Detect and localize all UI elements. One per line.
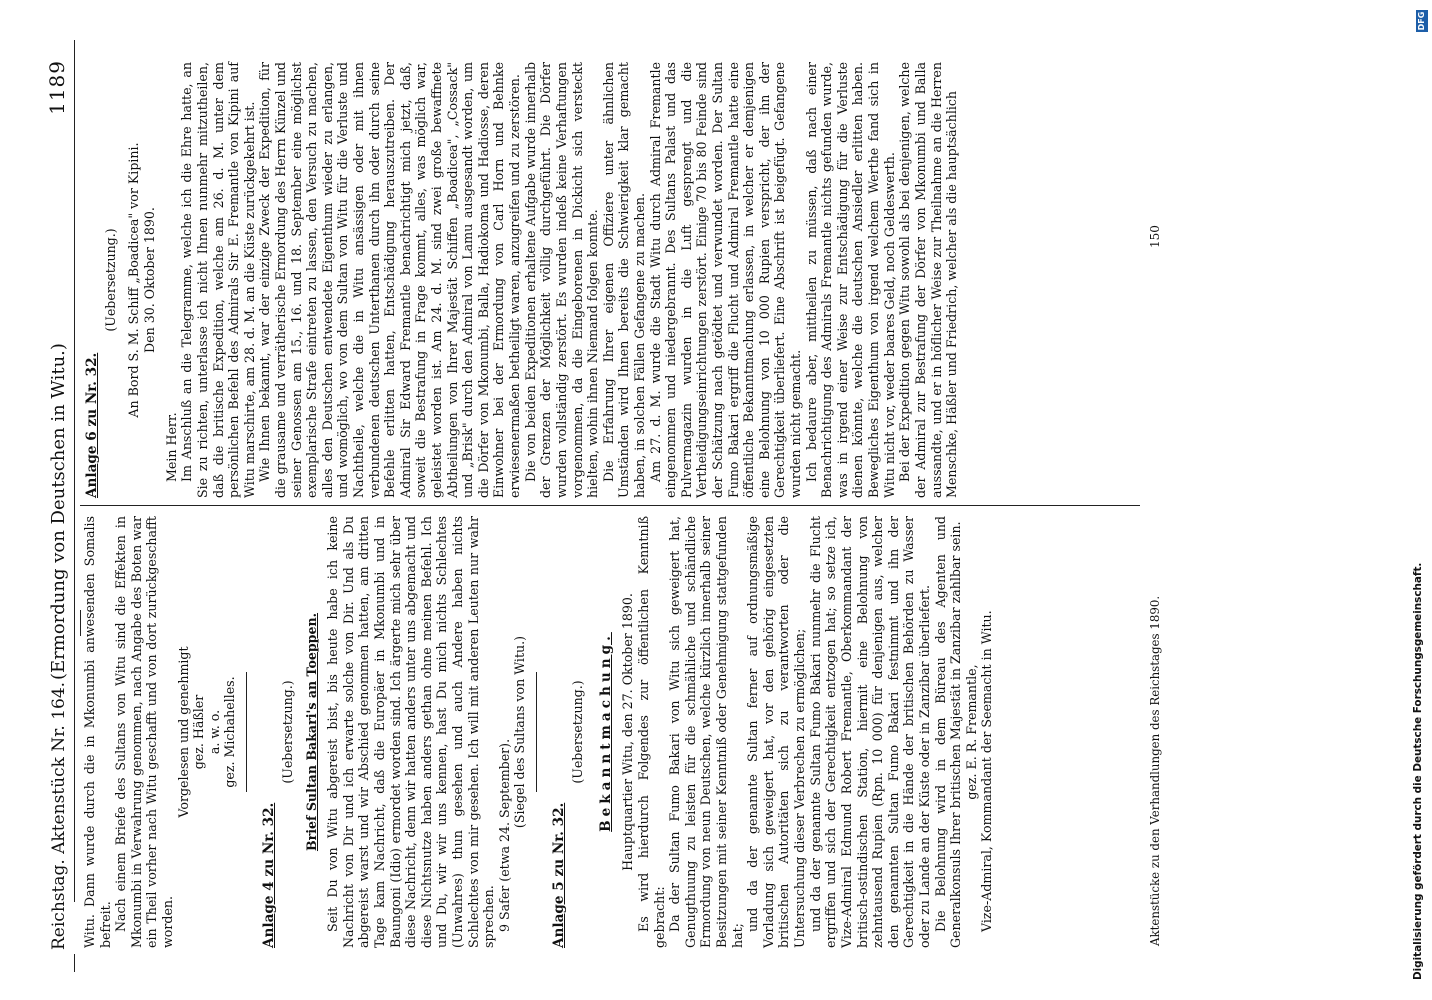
annex4-title: Anlage 4 zu Nr. 32. [261, 802, 278, 948]
annex4-date: 9 Safer (etwa 24. September). [496, 738, 512, 932]
annex6-ship-line: An Bord S. M. Schiff „Boadicea" vor Kipini. [126, 142, 142, 418]
annex5-para-1: Es wird hierdurch Folgendes zur öffentlichen Kenntniß gebracht: [635, 516, 667, 948]
annex6-title: Anlage 6 zu Nr. 32. [84, 352, 100, 498]
intro-line-2: Nach einem Briefe des Sultans von Witu sind die Effekten in Mkonumbi in Verwahrung genommen, nach Angabe des Boten war ein Theil vorher nach Witu geschafft und von dort zurückgeschafft worden. [113, 516, 176, 948]
column-divider [80, 505, 1140, 506]
intro-line-1: Witu. Dann wurde durch die in Mkonumbi anwesenden Somalis befreit. [82, 516, 113, 948]
header-center: (Ermordung von Deutschen in Witu.) [47, 343, 69, 680]
annex6-para-7: Bei der Expedition gegen Witu sowohl als bei denjenigen, welche der Admiral zur Bestrafung der Dörfer von Mkonumbi und Balla aussandte, und er in höflicher Weise zur Theilnahme an die Herren Menschke, Häßler und Friedrich, welcher als die hauptsächlich [897, 62, 960, 498]
footer-page: 150 [1148, 225, 1162, 248]
sig-michahelles: gez. Michahelles. [222, 676, 238, 788]
annex6-para-2: Wie Ihnen bekannt, war der einzige Zweck der Expedition, für die grausame und verrätherische Ermordung des Herrn Künzel und seiner Genossen am 15., 16. und 18. September eine möglichst exemplarische Strafe eintreten zu lassen, den Versuch zu machen, alles den Deutschen entwendete Eigenthum wieder zu erlangen, und womöglich, wo von dem Sultan von Witu für die Verluste und Nachtheile, welche die in Witu ansässigen oder mit ihnen verbundenen deutschen Unterthanen durch ihn oder durch seine Befehle erlitten hatten, Entschädigung herauszutreiben. Der Admiral Sir Edward Fremantle benachrichtigt mich jetzt, daß, soweit die Bestrafung in Frage kommt, alles, was möglich war, geleistet worden ist. Am 24. d. M. sind zwei große bewaffnete Abtheilungen von Ihrer Majestät Schiffen „Boadicea", „Cossack" und „Brisk" durch den Admiral von Lamu ausgesandt worden, um die Dörfer von Mkonumbi, Balla, Hadiokoma und Hadiosse, deren Einwohner bei der Ermordung von Carl Horn und Behnke erwiesenermaßen betheiligt waren, anzugreifen und zu zerstören. [257, 62, 523, 498]
section-rule [246, 672, 247, 792]
sig-vorgelesen: Vorgelesen und genehmigt [175, 646, 191, 818]
sig-hassler: gez. Häßler [191, 694, 207, 770]
header-dash-left [74, 954, 75, 972]
dfg-logo: DFG [1417, 11, 1426, 31]
annex4-body: Seit Du von Witu abgereist bist, bis heute habe ich keine Nachricht von Dir und ich erwarte solche von Dir. Und als Du abgereist warst und wir Abschied genommen hatten, am dritten Tage kam Nachricht, daß die Europäer in Mkonumbi und in Baungoni (Idio) ermordet worden sind. Ich ärgerte mich sehr über diese Nachricht, denn wir hatten anders unter uns abgemacht und diese Nichtsnutze haben anders gethan ohne meinen Befehl. Ich und Du, wir wir uns kennen, hast Du mich nichts Schlechtes (Unwahres) thun gesehen und auch Andere haben nichts Schlechtes von mir gesehen. Ich will mit anderen Leuten nur wahr sprechen. [325, 516, 497, 948]
section-rule-2 [536, 672, 537, 792]
annex5-heading: Bekanntmachung. [597, 632, 614, 832]
annex5-subtitle: (Uebersetzung.) [569, 680, 585, 784]
sig-awo: a. w. o. [206, 709, 222, 755]
annex5-signature-1: gez. E. R. Fremantle, [963, 664, 979, 800]
annex5-para-5: Die Belohnung wird in dem Büreau des Agenten und Generalkonsuls Ihrer britischen Majestät in Zanzibar zahlbar sein. [932, 516, 964, 948]
annex6-para-6: Ich bedaure aber, mittheilen zu müssen, daß nach einer Benachrichtigung des Admirals Fremantle nichts gefunden wurde, was in irgend einer Weise zur Entschädigung für die Verluste dienen könnte, welche die deutschen Ansiedler erlitten haben. Bewegliches Eigenthum von irgend welchem Werthe fand sich in Witu nicht vor, weder baares Geld, noch Geldeswerth. [803, 62, 897, 498]
footer-note: Aktenstücke zu den Verhandlungen des Reichstages 1890. [1148, 595, 1162, 946]
right-column [82, 62, 960, 498]
left-column [82, 516, 995, 948]
running-header [34, 50, 74, 950]
annex6-para-1: Im Anschluß an die Telegramme, welche ich die Ehre hatte, an Sie zu richten, unterlasse ich nicht Ihnen nunmehr mitzutheilen, daß die britische Expedition, welche am 26. d. M. unter dem persönlichen Befehl des Admirals Sir E. Fremantle von Kipini auf Witu marschirte, am 28. d. M. an die Küste zurückgekehrt ist. [179, 62, 257, 498]
annex5-para-4: und da der genannte Sultan Fumo Bakari nunmehr die Flucht ergriffen und sich der Gerechtigkeit entzogen hat; so setze ich, Vize-Admiral Edmund Robert Fremantle, Oberkommandant der britisch-ostindischen Station, hiermit eine Belohnung von zehntausend Rupien (Rpn. 10 000) für denjenigen aus, welcher den genannten Sultan Fumo Bakari festnimmt und ihn der Gerechtigkeit in die Hände der britischen Behörden zu Wasser oder zu Lande an der Küste oder in Zanzibar überliefert. [807, 516, 932, 948]
annex5-title: Anlage 5 zu Nr. 32. [551, 802, 568, 948]
annex4-subtitle: (Uebersetzung.) [279, 680, 295, 784]
annex6-salutation: Mein Herr. [163, 412, 179, 482]
header-rule [74, 40, 75, 902]
annex4-heading: Brief Sultan Bakari's an Toeppen. [303, 612, 319, 852]
annex6-date-line: Den 30. Oktober 1890. [142, 207, 158, 353]
annex6-para-3: Die von beiden Expeditionen erhaltene Aufgabe wurde innerhalb der Grenzen der Möglichkeit völlig durchgeführt. Die Dörfer wurden vollständig zerstört. Es wurden indeß keine Verhaftungen vorgenommen, da die Eingeborenen in Dickicht sich versteckt hielten, wohin ihnen Niemand folgen konnte. [522, 62, 601, 498]
page-number: 1189 [45, 60, 70, 115]
annex6-para-4: Die Erfahrung Ihrer eigenen Offiziere unter ähnlichen Umständen wird Ihnen bereits die Schwierigkeit klar gemacht haben, in solchen Fällen Gefangene zu machen. [600, 62, 647, 498]
annex5-para-3: und da der genannte Sultan ferner auf ordnungsmäßige Vorladung sich geweigert hat, vor den gehörig eingesetzten britischen Autoritäten sich zu verantworten oder die Untersuchung dieser Verbrechen zu ermöglichen; [745, 516, 808, 948]
annex6-para-5: Am 27. d. M. wurde die Stadt Witu durch Admiral Fremantle eingenommen und niedergebrannt. Des Sultans Palast und das Pulvermagazin wurden in die Luft gesprengt und die Vertheidigungseinrichtungen zerstört. Einige 70 bis 80 Feinde sind der Schätzung nach getödtet und verwundet worden. Der Sultan Fumo Bakari ergriff die Flucht und Admiral Fremantle hatte eine öffentliche Bekanntmachung erlassen, in welcher er demjenigen eine Belohnung von 10 000 Rupien verspricht, der ihn der Gerechtigkeit überliefert. Eine Abschrift ist beigefügt. Gefangene wurden nicht gemacht. [647, 62, 804, 498]
annex5-signature-2: Vize-Admiral, Kommandant der Seemacht in Witu. [979, 610, 995, 932]
header-left: Reichstag. Aktenstück Nr. 164. [48, 681, 69, 950]
header-dash-mid [80, 610, 81, 636]
annex5-para-2: Da der Sultan Fumo Bakari von Witu sich geweigert hat, Genugthuung zu leisten für die schmähliche und schändliche Ermordung von neun Deutschen, welche kürzlich innerhalb seiner Besitzungen mit seiner Kenntniß oder Genehmigung stattgefunden hat; [667, 516, 745, 948]
annex6-subtitle: (Uebersetzung.) [102, 228, 118, 332]
annex5-place-date: Hauptquartier Witu, den 27. Oktober 1890. [620, 593, 636, 871]
annex4-seal: (Siegel des Sultans von Witu.) [512, 635, 528, 829]
digitization-credit: Digitalisierung gefördert durch die Deutsche Forschungsgemeinschaft. [1412, 562, 1424, 980]
